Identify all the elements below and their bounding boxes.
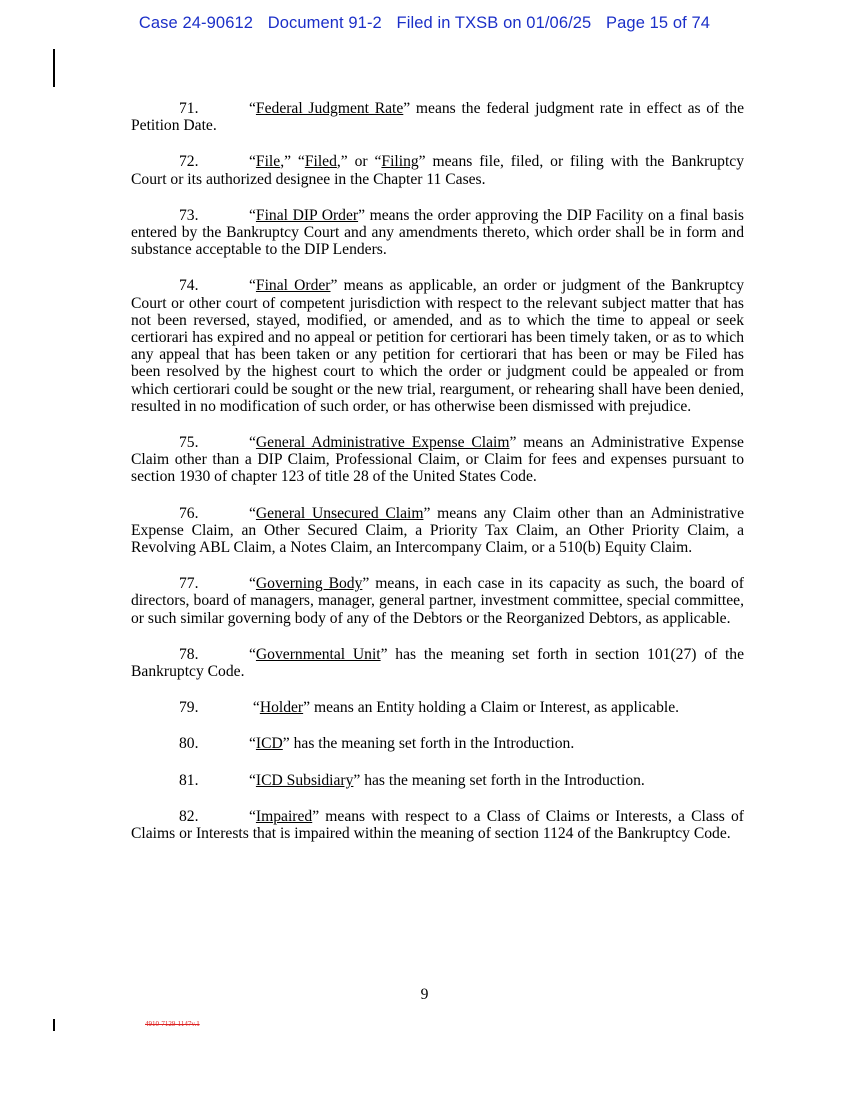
revision-bar-top — [53, 49, 55, 87]
document-number: Document 91-2 — [267, 14, 382, 32]
definition-paragraph: 71. “Federal Judgment Rate” means the federal judgment rate in effect as of the Petition Date. — [131, 100, 744, 135]
definition-paragraph: 78. “Governmental Unit” has the meaning set forth in section 101(27) of the Bankruptcy Code. — [131, 645, 744, 681]
defined-term: Holder — [259, 699, 304, 717]
defined-term: Impaired — [255, 807, 313, 825]
defined-term: Filed — [304, 153, 337, 171]
definition-paragraph: 74. “Final Order” means as applicable, an order or judgment of the Bankruptcy Court or other court of competent jurisdiction with respect to the relevant subject matter that has not been reversed, stayed, modified, or amended, and as to which the time to appeal or seek certiorari has expired and no appeal or petition for certiorari has been timely taken, or as to which any appeal that has been taken or any petition for certiorari that has been or may be Filed has been resolved by the highest court to which the order or judgment could be appealed or from which certiorari could be sought or the new trial, reargument, or rehearing shall have been denied, resulted in no modification of such order, or has otherwise been dismissed with prejudice. — [131, 277, 744, 415]
defined-term: General Administrative Expense Claim — [255, 434, 510, 452]
defined-term: ICD Subsidiary — [255, 771, 354, 789]
definition-paragraph: 77. “Governing Body” means, in each case in its capacity as such, the board of directors, board of managers, manager, general partner, investment committee, special committee, or such similar governing body of any of the Debtors or the Reorganized Debtors, as applicable. — [131, 575, 744, 627]
defined-term: General Unsecured Claim — [255, 504, 424, 522]
document-id: 4910-7129-1147v.1 — [145, 1020, 200, 1028]
definition-paragraph: 82. “Impaired” means with respect to a Class of Claims or Interests, a Class of Claims or Interests that is impaired within the meaning of section 1124 of the Bankruptcy Code. — [131, 807, 744, 843]
definition-paragraph: 75. “General Administrative Expense Claim” means an Administrative Expense Claim other than a DIP Claim, Professional Claim, or Claim for fees and expenses pursuant to section 1930 of chapter 123 of title 28 of the United States Code. — [131, 434, 744, 486]
defined-term: Filing — [381, 153, 419, 171]
definition-paragraph: 81. “ICD Subsidiary” has the meaning set forth in the Introduction. — [179, 771, 645, 789]
definition-paragraph: 76. “General Unsecured Claim” means any Claim other than an Administrative Expense Claim, an Other Secured Claim, a Priority Tax Claim, an Other Priority Claim, a Revolving ABL Claim, a Notes Claim, an Intercompany Claim, or a 510(b) Equity Claim. — [131, 504, 744, 557]
revision-bar-bottom — [53, 1019, 55, 1031]
definitions-body — [131, 100, 744, 861]
defined-term: Governmental Unit — [255, 645, 381, 663]
defined-term: File — [255, 153, 281, 171]
filing-info: Filed in TXSB on 01/06/25 — [396, 14, 592, 32]
definition-paragraph: 80. “ICD” has the meaning set forth in the Introduction. — [179, 735, 575, 753]
defined-term: ICD — [255, 735, 283, 753]
page-indicator: Page 15 of 74 — [606, 14, 711, 32]
defined-term: Final DIP Order — [255, 206, 359, 224]
definition-paragraph: 72. “File,” “Filed,” or “Filing” means file, filed, or filing with the Bankruptcy Court or its authorized designee in the Chapter 11 Cases. — [131, 153, 745, 188]
definition-paragraph: 79. “Holder” means an Entity holding a Claim or Interest, as applicable. — [179, 699, 680, 717]
definition-paragraph: 73. “Final DIP Order” means the order approving the DIP Facility on a final basis entered by the Bankruptcy Court and any amendments thereto, which order shall be in form and substance acceptable to the DIP Lenders. — [131, 206, 745, 259]
page-number: 9 — [420, 986, 429, 1003]
filing-header — [0, 14, 849, 33]
defined-term: Federal Judgment Rate — [255, 100, 404, 117]
defined-term: Final Order — [255, 277, 331, 295]
defined-term: Governing Body — [255, 575, 363, 593]
case-number: Case 24-90612 — [138, 14, 254, 32]
